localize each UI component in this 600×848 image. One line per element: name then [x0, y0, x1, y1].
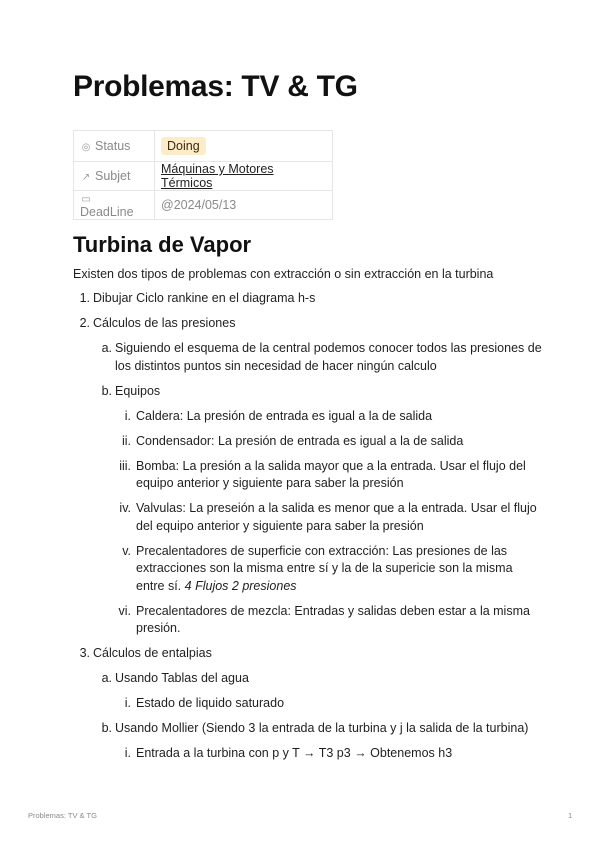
arrow-up-right-icon: ↗ — [81, 172, 91, 183]
property-row-status — [74, 131, 333, 162]
list-item: i. Entrada a la turbina con p y T → T3 p3 → Obtenemos h3 — [124, 746, 453, 760]
list-item: b. Usando Mollier (Siendo 3 la entrada de la turbina y j la salida de la turbina) — [101, 721, 529, 735]
property-row-subject — [74, 162, 333, 191]
intro-paragraph: Existen dos tipos de problemas con extracción o sin extracción en la turbina — [73, 267, 494, 281]
page-title: Problemas: TV & TG — [73, 70, 358, 103]
list-item: i. Estado de liquido saturado — [124, 696, 285, 710]
italic-note: 4 Flujos 2 presiones — [184, 578, 297, 593]
property-row-deadline — [74, 191, 333, 220]
numbered-list — [73, 290, 543, 763]
calendar-icon: ▭ — [81, 194, 91, 205]
list-item: ii. Condensador: La presión de entrada es igual a la de salida — [121, 433, 464, 448]
deadline-date: @2024/05/13 — [161, 198, 237, 212]
list-item: iv. Valvulas: La preseión a la salida es menor que a la entrada. Usar el flujo del equipo anterior y siguiente para saber la presión — [119, 501, 537, 533]
property-key: DeadLine — [80, 205, 134, 219]
list-item: 2. Cálculos de las presiones — [79, 316, 236, 330]
status-icon: ◎ — [81, 142, 91, 153]
properties-table — [73, 130, 333, 220]
list-item: a. Siguiendo el esquema de la central podemos conocer todos las presiones de los distintos puntos sin necesidad de hacer ningún calculo — [101, 341, 542, 373]
subject-link[interactable]: Máquinas y Motores Térmicos — [161, 162, 274, 190]
list-item: v. Precalentadores de superficie con extracción: Las presiones de las extracciones son la misma entre sí y la de la supericie son la misma entre sí. 4 Flujos 2 presiones — [122, 543, 513, 593]
list-item: 3. Cálculos de entalpias — [79, 646, 212, 660]
list-item: a. Usando Tablas del agua — [101, 671, 249, 685]
page-footer: Problemas: TV & TG — [28, 811, 97, 820]
page-number: 1 — [568, 811, 573, 820]
list-item: 1. Dibujar Ciclo rankine en el diagrama h-s — [79, 291, 316, 305]
list-item: i. Caldera: La presión de entrada es igual a la de salida — [124, 408, 433, 423]
status-badge[interactable]: Doing — [161, 137, 206, 155]
property-key: Status — [95, 139, 131, 153]
list-item: iii. Bomba: La presión a la salida mayor que a la entrada. Usar el flujo del equipo anterior y siguiente para saber la presión — [119, 458, 526, 490]
property-key: Subjet — [95, 169, 131, 183]
list-item: b. Equipos — [101, 383, 161, 398]
section-heading: Turbina de Vapor — [73, 232, 252, 257]
list-item: vi. Precalentadores de mezcla: Entradas y salidas deben estar a la misma presión. — [118, 603, 530, 635]
